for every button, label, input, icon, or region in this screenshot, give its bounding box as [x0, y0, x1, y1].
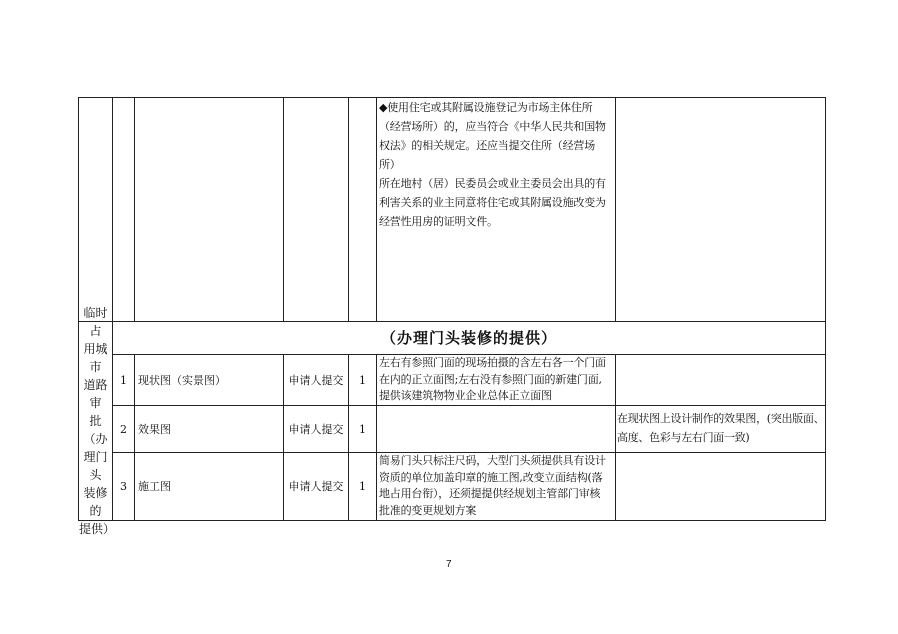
- column-divider: [348, 97, 349, 321]
- material-source: 申请人提交: [288, 373, 344, 387]
- column-divider: [615, 354, 616, 521]
- material-name: 施工图: [138, 480, 171, 493]
- material-name: 现状图（实景图）: [138, 373, 226, 387]
- table-bottom-border: [78, 520, 826, 521]
- column-divider: [376, 97, 377, 321]
- row-number: 1: [120, 373, 127, 387]
- page-number: 7: [446, 559, 452, 570]
- remark: 在现状图上设计制作的效果图，(突出版面、 高度、色彩与左右门面一致): [617, 412, 825, 444]
- table-right-border: [825, 97, 826, 521]
- material-requirement: 左右有参照门面的现场拍摄的含左右各一个门面 在内的正立面图;左右没有参照门面的新建门面, 提供该建筑物物业企业总体正立面图: [379, 356, 606, 402]
- column-divider: [134, 354, 135, 521]
- copies-count: 1: [359, 422, 366, 436]
- column-divider: [283, 97, 284, 321]
- column-divider: [134, 97, 135, 321]
- column-divider: [376, 354, 377, 521]
- section-title: [113, 322, 825, 354]
- side-category-text: 临时占 用城市 道路审 批（办 理门头 装修的 提供）: [79, 306, 116, 536]
- material-requirement: 简易门头只标注尺码，大型门头须提供具有设计 资质的单位加盖印章的施工图,改变立面结构(落 地占用台衔），还须提提供经规划主管部门审核 批准的变更规划方案: [379, 454, 606, 517]
- material-name: 效果图: [138, 422, 171, 436]
- upper-requirement-text: ◆使用住宅或其附属设施登记为市场主体住所 （经营场所）的，应当符合《中华人民共和国物 权法》的相关规定。还应当提交住所（经营场所） 所在地村（居）民委员会或业主委员会出具的有 利害关系的业主同意将住宅或其附属设施改变为 经营性用房的证明文件。: [379, 101, 606, 228]
- section-title-text: （办理门头装修的提供）: [380, 328, 557, 347]
- row-number: 2: [120, 422, 127, 436]
- side-category-label: [79, 306, 116, 536]
- row-number: 3: [120, 480, 127, 493]
- copies-count: 1: [359, 480, 366, 493]
- copies-count: 1: [359, 373, 366, 387]
- material-source: 申请人提交: [288, 422, 344, 436]
- material-source: 申请人提交: [288, 480, 344, 493]
- column-divider: [615, 97, 616, 321]
